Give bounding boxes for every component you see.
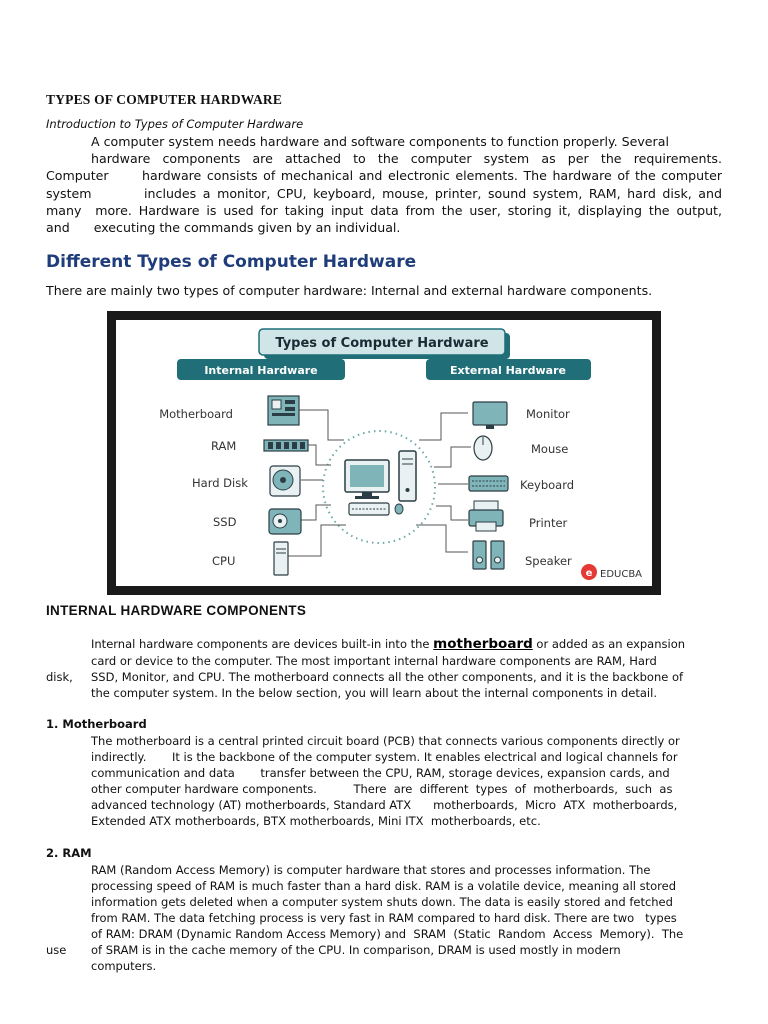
section-lead: There are mainly two types of computer hardware: Internal and external hardware components. <box>46 283 653 298</box>
speaker-icon <box>473 541 504 569</box>
hard-disk-icon <box>270 466 300 496</box>
internal-item-label: Motherboard <box>159 407 233 421</box>
ram-line: computers. <box>91 959 157 973</box>
external-item-label: Keyboard <box>520 478 575 492</box>
internal-item-label: CPU <box>212 554 236 568</box>
internal-label: Internal Hardware <box>204 364 318 377</box>
internal-line: SSD, Monitor, and CPU. The motherboard connects all the other components, and it is the backbone of <box>91 670 684 684</box>
external-item-label: Mouse <box>531 442 569 456</box>
internal-line-margin: disk, <box>46 670 73 684</box>
external-item-label: Speaker <box>525 554 572 568</box>
intro-line: hardware components are attached to the computer system as per the requirements. <box>91 151 722 166</box>
ssd-icon <box>269 509 301 534</box>
ram-line: processing speed of RAM is much faster than a hard disk. RAM is a volatile device, meaning all stored <box>91 879 677 893</box>
ram-line-margin: use <box>46 943 67 957</box>
ram-line: of RAM: DRAM (Dynamic Random Access Memory) and SRAM (Static Random Access Memory). The <box>91 927 684 941</box>
mouse-icon <box>474 436 492 460</box>
internal-item-label: Hard Disk <box>192 476 248 490</box>
motherboard-line: other computer hardware components. There are different types of motherboards, such as <box>91 782 673 796</box>
intro-heading: Introduction to Types of Computer Hardware <box>46 117 304 131</box>
section-heading: Different Types of Computer Hardware <box>46 252 417 272</box>
motherboard-line: indirectly. It is the backbone of the computer system. It enables electrical and logical channels for <box>91 750 678 764</box>
cpu-icon <box>274 542 288 575</box>
internal-line-text: or added as an expansion <box>532 637 686 651</box>
svg-text:e: e <box>585 568 593 579</box>
printer-icon <box>469 501 503 531</box>
keyboard-icon <box>469 476 508 491</box>
intro-line: and executing the commands given by an individual. <box>46 220 401 235</box>
ram-heading: 2. RAM <box>46 846 92 860</box>
internal-line: card or device to the computer. The most important internal hardware components are RAM, Hard <box>91 654 657 668</box>
internal-components-heading: INTERNAL HARDWARE COMPONENTS <box>46 603 307 618</box>
internal-item-label: RAM <box>211 439 237 453</box>
hardware-infographic <box>107 311 661 595</box>
ram-line: from RAM. The data fetching process is very fast in RAM compared to hard disk. There are two types <box>91 911 677 925</box>
motherboard-heading: 1. Motherboard <box>46 717 147 731</box>
motherboard-line: advanced technology (AT) motherboards, Standard ATX motherboards, Micro ATX motherboards, <box>91 798 678 812</box>
motherboard-icon <box>268 396 299 425</box>
ram-line: of SRAM is in the cache memory of the CPU. In comparison, DRAM is used mostly in modern <box>91 943 621 957</box>
motherboard-link[interactable]: motherboard <box>433 636 533 652</box>
internal-line: the computer system. In the below section, you will learn about the internal components in detail. <box>91 686 657 700</box>
external-item-label: Printer <box>529 516 568 530</box>
figure-title: Types of Computer Hardware <box>275 336 489 351</box>
motherboard-line: Extended ATX motherboards, BTX motherboards, Mini ITX motherboards, etc. <box>91 814 541 828</box>
motherboard-line: The motherboard is a central printed circuit board (PCB) that connects various components directly or <box>91 734 680 748</box>
document-title: TYPES OF COMPUTER HARDWARE <box>46 92 283 107</box>
intro-line: Computer hardware consists of mechanical and electronic elements. The hardware of the computer <box>46 168 722 183</box>
infographic-graphic <box>116 320 652 586</box>
ram-line: RAM (Random Access Memory) is computer hardware that stores and processes information. The <box>91 863 651 877</box>
external-label: External Hardware <box>449 364 567 377</box>
ram-line: information gets deleted when a computer system shuts down. The data is easily stored and fetched <box>91 895 673 909</box>
internal-item-label: SSD <box>213 515 237 529</box>
external-item-label: Monitor <box>526 407 570 421</box>
monitor-icon <box>473 402 507 429</box>
brand-name: EDUCBA <box>600 569 643 580</box>
center-mouse-icon <box>395 504 403 514</box>
ram-icon <box>264 440 308 451</box>
intro-line: many more. Hardware is used for taking input data from the user, storing it, displaying the output, <box>46 203 722 218</box>
motherboard-line: communication and data transfer between the CPU, RAM, storage devices, expansion cards, and <box>91 766 670 780</box>
intro-line: A computer system needs hardware and software components to function properly. Several <box>91 134 669 149</box>
internal-line-text: Internal hardware components are devices built-in into the <box>91 637 434 651</box>
intro-line: system includes a monitor, CPU, keyboard, mouse, printer, sound system, RAM, hard disk, and <box>46 186 722 201</box>
internal-line <box>91 636 685 652</box>
center-keyboard-icon <box>349 503 389 515</box>
